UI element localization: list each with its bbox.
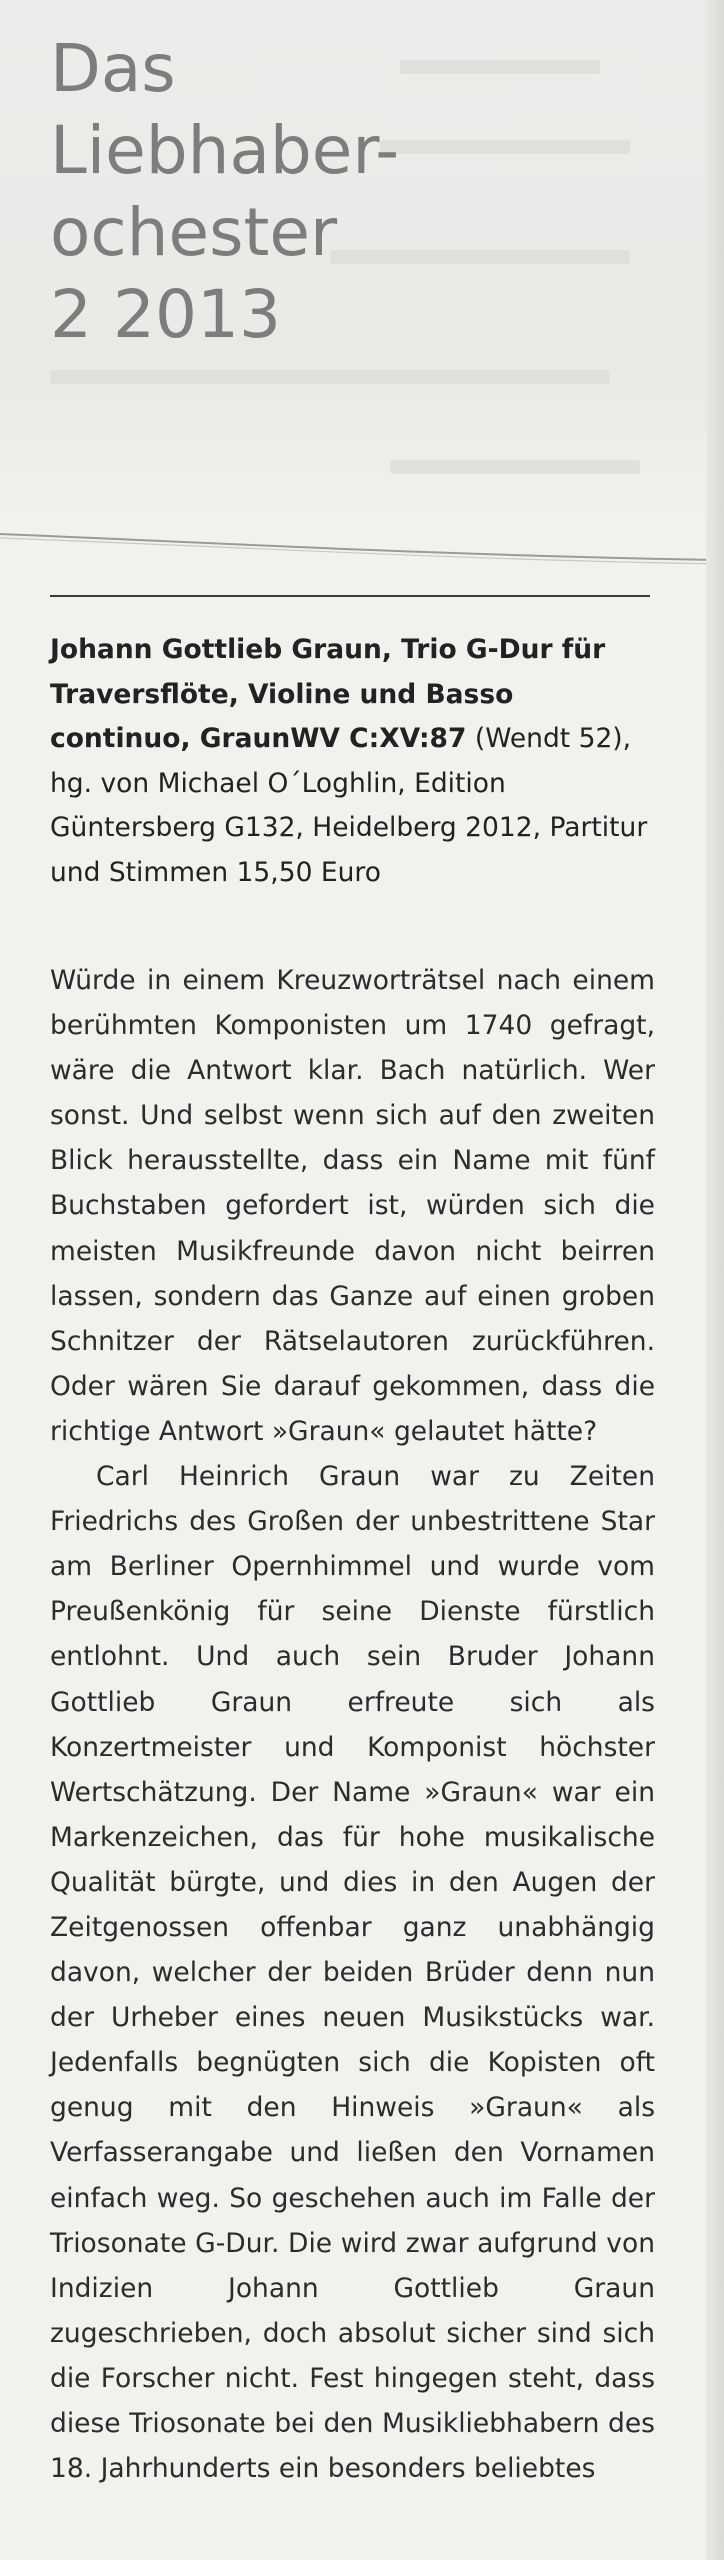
page-edge-shadow [706,0,724,2560]
faded-text-line [400,60,600,74]
review-body [50,958,655,2491]
section-divider [50,595,650,597]
magazine-title: Das Liebhaber- ochester 2 2013 [50,30,400,353]
faded-text-line [390,460,640,474]
masthead-area [0,0,724,520]
body-paragraph: Carl Heinrich Graun war zu Zeiten Friedrichs des Großen der unbestrittene Star am Berliner Opernhimmel und wurde vom Preußenkönig für seine Dienste fürstlich entlohnt. Und auch sein Bruder Johann Gottlieb Graun erfreute sich als Konzertmeister und Komponist höchster Wertschätzung. Der Name »Graun« war ein Markenzeichen, das für hohe musikalische Qualität bürgte, und dies in den Augen der Zeitgenossen offenbar ganz unabhängig davon, welcher der beiden Brüder denn nun der Urheber eines neuen Musikstücks war. Jedenfalls begnügten sich die Kopisten oft genug mit den Hinweis »Graun« als Verfasserangabe und ließen den Vornamen einfach weg. So geschehen auch im Falle der Triosonate G-Dur. Die wird zwar aufgrund von Indizien Johann Gottlieb Graun zugeschrieben, doch absolut sicher sind sich die Forscher nicht. Fest hingegen steht, dass diese Triosonate bei den Musikliebhabern des 18. Jahrhunderts ein besonders beliebtes [50,1461,655,2485]
citation-title: Johann Gottlieb Graun, Trio G-Dur für Traversflöte, Violine und Basso continuo, GraunWV C:XV:87 [50,634,606,754]
citation-details: (Wendt 52), hg. von Michael O´Loghlin, Edition Güntersberg G132, Heidelberg 2012, Partitur und Stimmen 15,50 Euro [50,723,648,888]
body-paragraph: Würde in einem Kreuzworträtsel nach einem berühmten Komponisten um 1740 gefragt, wäre die Antwort klar. Bach natürlich. Wer sonst. Und selbst wenn sich auf den zweiten Blick herausstellte, dass ein Name mit fünf Buchstaben gefordert ist, würden sich die meisten Musikfreunde davon nicht beirren lassen, sondern das Ganze auf einen groben Schnitzer der Rätselautoren zurückführen. Oder wären Sie darauf gekommen, dass die richtige Antwort »Graun« gelautet hätte? [50,965,655,1447]
decorative-swoosh [0,530,724,590]
faded-text-line [380,140,630,154]
review-citation [50,628,660,895]
faded-text-line [50,370,610,384]
